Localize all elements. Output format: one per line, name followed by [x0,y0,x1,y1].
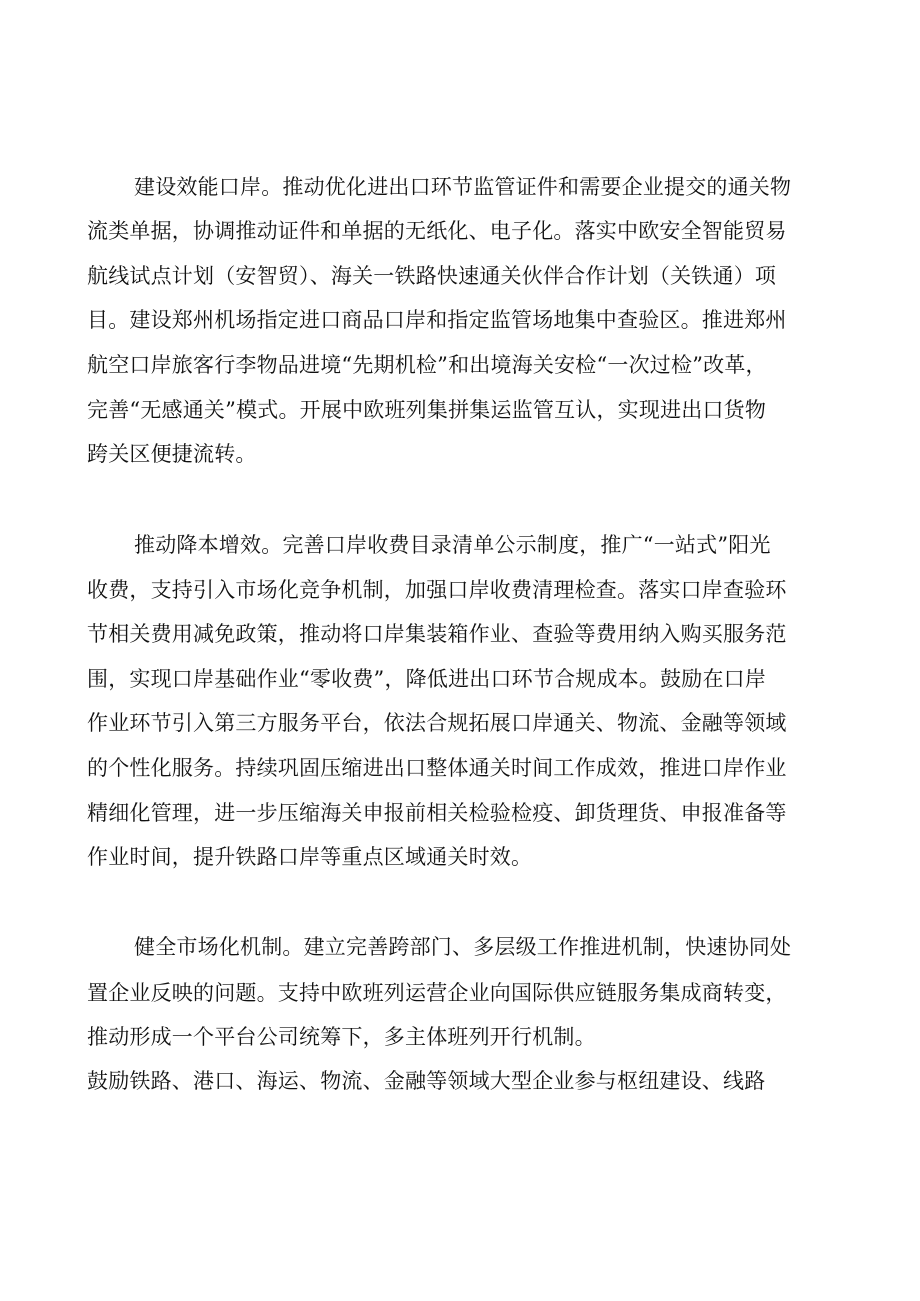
text-line: 目。建设郑州机场指定进口商品口岸和指定监管场地集中查验区。推进郑州 [87,308,787,332]
text-line: 推动形成一个平台公司统筹下，多主体班列开行机制。 [87,1025,596,1049]
text-line: 航线试点计划（安智贸）、海关一铁路快速通关伙伴合作计划（关铁通）项 [87,264,777,288]
text-line: 建设效能口岸。推动优化进出口环节监管证件和需要企业提交的通关物 [134,175,792,199]
text-line: 健全市场化机制。建立完善跨部门、多层级工作推进机制，快速协同处 [134,935,792,959]
text-line: 围，实现口岸基础作业“零收费”，降低进出口环节合规成本。鼓励在口岸 [87,667,767,691]
text-line: 航空口岸旅客行李物品进境“先期机检”和出境海关安检“一次过检”改革， [87,353,767,377]
text-line: 鼓励铁路、港口、海运、物流、金融等领域大型企业参与枢纽建设、线路 [87,1069,766,1093]
text-line: 精细化管理，进一步压缩海关申报前相关检验检疫、卸货理货、申报准备等 [87,801,787,825]
text-line: 跨关区便捷流转。 [87,442,257,466]
text-line: 节相关费用减免政策，推动将口岸集装箱作业、查验等费用纳入购买服务范 [87,622,787,646]
text-line: 完善“无感通关”模式。开展中欧班列集拼集运监管互认，实现进出口货物 [87,398,767,422]
text-line: 置企业反映的问题。支持中欧班列运营企业向国际供应链服务集成商转变， [87,981,787,1005]
text-line: 收费，支持引入市场化竞争机制，加强口岸收费清理检查。落实口岸查验环 [87,578,787,602]
text-line: 推动降本增效。完善口岸收费目录清单公示制度，推广“一站式”阳光 [134,533,771,557]
text-line: 作业环节引入第三方服务平台，依法合规拓展口岸通关、物流、金融等领域 [87,711,787,735]
text-line: 流类单据，协调推动证件和单据的无纸化、电子化。落实中欧安全智能贸易 [87,219,787,243]
text-line: 作业时间，提升铁路口岸等重点区域通关时效。 [87,845,533,869]
text-line: 的个性化服务。持续巩固压缩进出口整体通关时间工作成效，推进口岸作业 [87,756,787,780]
